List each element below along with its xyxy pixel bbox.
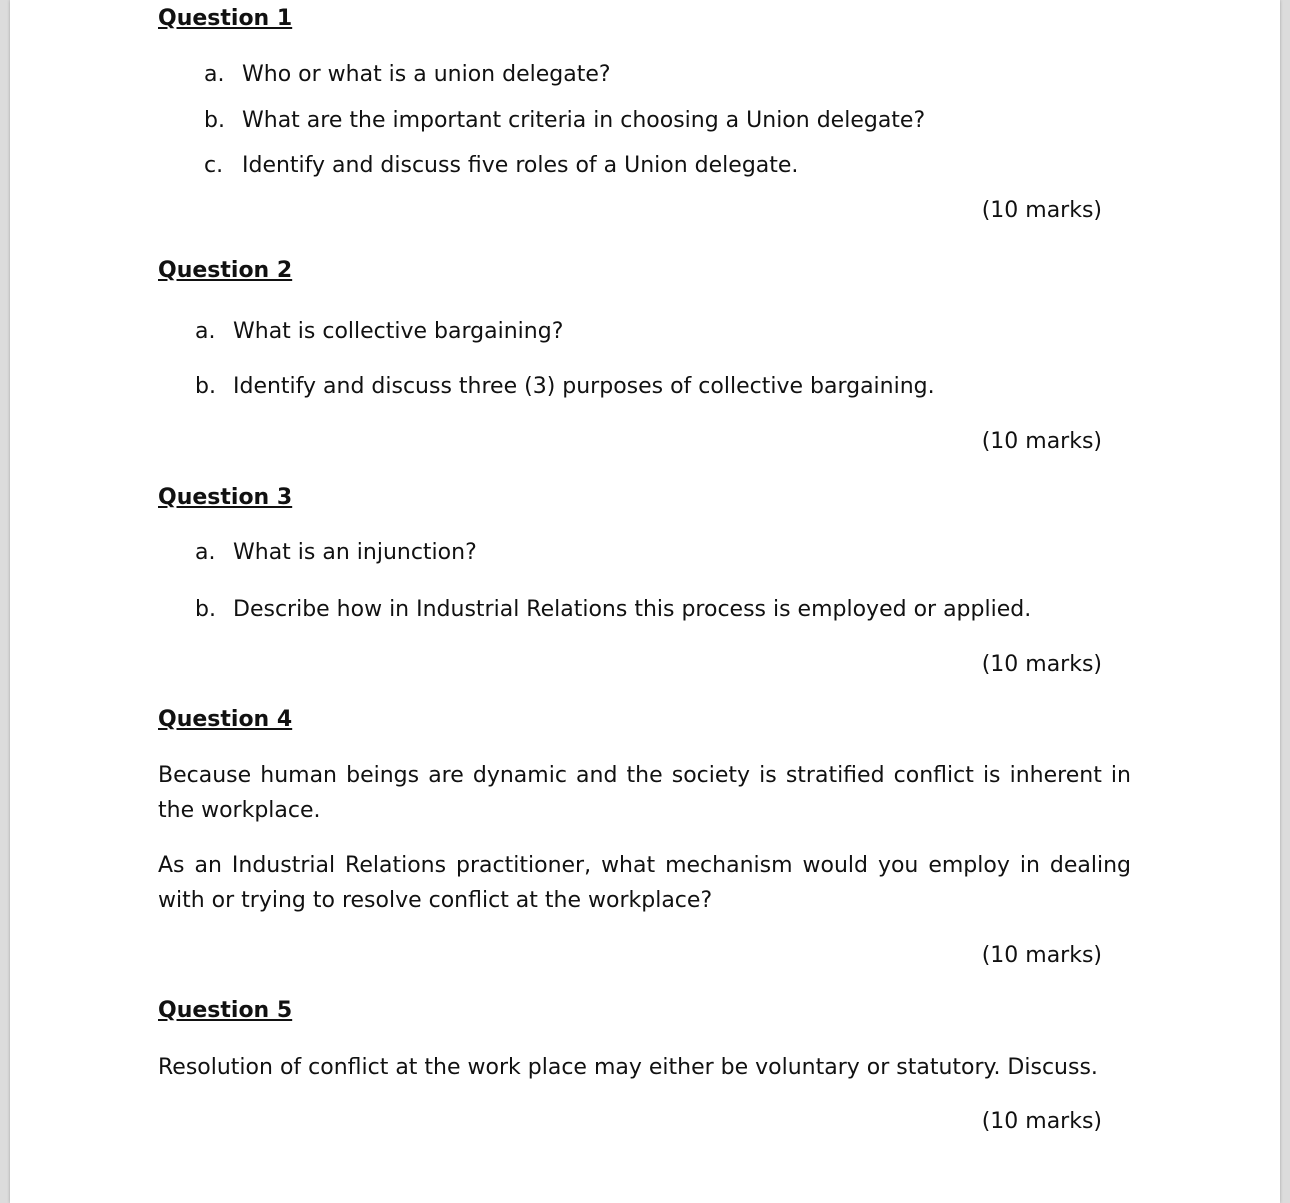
q3-item-b-letter: b. [195, 597, 216, 622]
question-4-marks: (10 marks) [981, 943, 1102, 968]
question-4-paragraph-2: As an Industrial Relations practitioner, what mechanism would you employ in dealing with or trying to resolve conflict at the workplace? [158, 853, 1131, 913]
q3-item-a-text: What is an injunction? [233, 540, 477, 565]
question-3-marks: (10 marks) [981, 652, 1102, 677]
q1-item-b-letter: b. [204, 108, 225, 133]
q2-item-a-letter: a. [195, 319, 216, 344]
document-page [10, 0, 1280, 1203]
question-5-marks: (10 marks) [981, 1109, 1102, 1134]
q1-item-c-letter: c. [204, 153, 224, 178]
q2-item-b-letter: b. [195, 374, 216, 399]
question-5-title: Question 5 [158, 998, 293, 1023]
q2-item-a-text: What is collective bargaining? [233, 319, 564, 344]
question-1-title: Question 1 [158, 6, 293, 31]
q1-item-a-letter: a. [204, 62, 225, 87]
q3-item-b-text: Describe how in Industrial Relations this process is employed or applied. [233, 597, 1032, 622]
question-5-paragraph-1: Resolution of conflict at the work place may either be voluntary or statutory. Discuss. [158, 1055, 1098, 1080]
question-4-title: Question 4 [158, 707, 293, 732]
question-1-marks: (10 marks) [981, 198, 1102, 223]
question-2-title: Question 2 [158, 258, 293, 283]
q3-item-a-letter: a. [195, 540, 216, 565]
q1-item-c-text: Identify and discuss five roles of a Union delegate. [242, 153, 799, 178]
q1-item-a-text: Who or what is a union delegate? [242, 62, 611, 87]
question-4-paragraph-1: Because human beings are dynamic and the society is stratified conflict is inherent in the workplace. [158, 763, 1131, 823]
q2-item-b-text: Identify and discuss three (3) purposes of collective bargaining. [233, 374, 935, 399]
question-3-title: Question 3 [158, 485, 293, 510]
question-2-marks: (10 marks) [981, 429, 1102, 454]
q1-item-b-text: What are the important criteria in choosing a Union delegate? [242, 108, 926, 133]
